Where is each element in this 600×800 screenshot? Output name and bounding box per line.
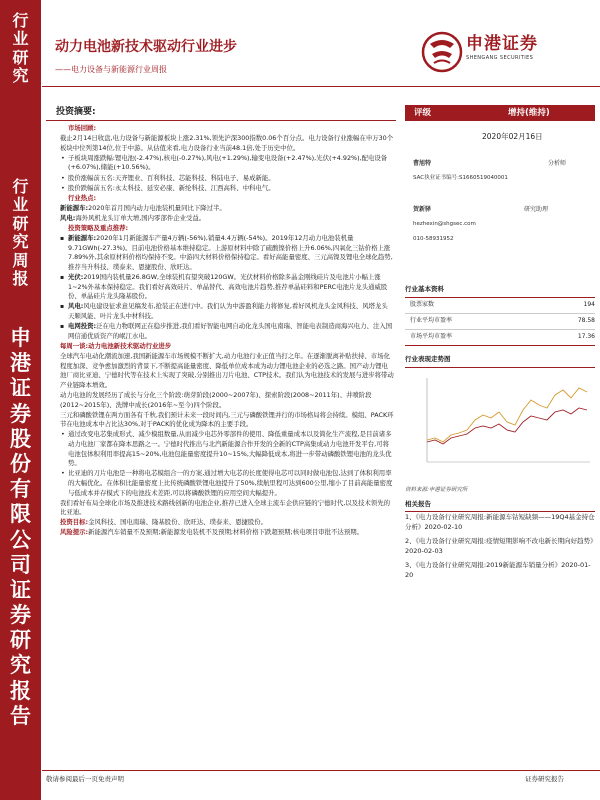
sidebar-label-industry-research <box>0 12 41 86</box>
footer-divider <box>42 770 600 771</box>
strategy-heading: 投资策略及重点推荐: <box>68 224 129 233</box>
list-item: 1、《电力设备行业研究周报:新能源车钴短缺频——19Q4基金持仓分析》2020-02-10 <box>405 513 595 532</box>
sidebar-label-company <box>0 325 41 728</box>
list-item: • 比亚迪的刀片电池是一种将电芯模组合一的方案,通过增大电芯的长度使得电芯可以同时做电池包,达到了体积利用率的大幅优化。在体积比能量密度上比传统磷酸铁锂电池提升了50%,续航里程可达到600公里,缩小了目前高能量密度与低成本并存模式下的电池技术差距,可以将磷酸铁锂的应用空间大幅提升。 <box>60 469 394 498</box>
report-title: 动力电池新技术驱动行业进步 <box>55 39 237 55</box>
footer-disclaimer: 敬请参阅最后一页免责声明 <box>46 775 124 783</box>
sidebar-char: 证 <box>10 375 31 401</box>
analyst-name: 贺新驿 <box>413 206 432 213</box>
strategy-pv: ▪ 光伏:2019国内装机量26.8GW,全球装机有望突破120GW。光伏材料价格除多晶金刚线硅片及电池片小幅上涨1~2%外基本保持稳定。我们看好高效硅片、单晶替代、高效电池片趋势,推荐单晶硅料和PERC电池片龙头通威股份、单晶硅片龙头隆基股份。 <box>60 273 394 302</box>
list-item: 2、《电力设备行业研究周报:疫情短期影响不改电新长期向好趋势》2020-02-03 <box>405 536 594 556</box>
sidebar-char: 司 <box>10 551 31 577</box>
sidebar-char: 限 <box>10 501 31 527</box>
market-review-heading: 市场回顾: <box>68 124 97 132</box>
sidebar-char: 证 <box>10 576 31 602</box>
analyst-name: 曹旭特 <box>413 160 432 167</box>
strategy-nev: ▪ 新能源车:2020年1月新能源车产量4万辆(-56%),销量4.4万辆(-54%)。2019年12月动力电池装机量9.71GWh(-27.3%)。目前电池价格基本维持稳定。上游原材料中除了硫酸镍价格上升6.06%,四氧化三钴价格上涨7.89%外,其余原材料价格均保持不变。中游四大材料价格保持稳定。看好高能量密度、三元高镍及锂电全球化趋势,推荐当升科技、璞泰来、恩捷股份、欣旺达。 <box>60 234 394 272</box>
table-row: 市场平均市盈率 17.36 <box>410 333 595 340</box>
row-divider <box>405 329 595 330</box>
sidebar-char: 申 <box>10 325 31 350</box>
footer-label: 证券研究报告 <box>525 775 564 783</box>
analyst-phone: 010-58931952 <box>413 236 454 242</box>
logo-text: 申港证券 <box>466 34 538 54</box>
weekly-paragraph: 我们看好布局全球化市场及推进技术路线创新的电池企业,推荐已进入全球主流车企供应链的宁德时代,以及技术领先的比亚迪。 <box>60 498 390 517</box>
table-row: 股票家数 194 <box>410 301 595 308</box>
logo-subtext: SHENGANG SECURITIES <box>466 55 534 61</box>
sidebar-char: 研 <box>12 47 29 67</box>
analyst-email: hezhexin@shgsec.com <box>413 221 476 227</box>
abstract-heading: 投资摘要: <box>56 107 96 117</box>
table-row: 行业平均市盈率 78.58 <box>410 317 595 324</box>
market-review-text: 截止2月14日收盘,电力设备与新能源板块上涨2.31%,领先沪深300指数0.06个百分点。电力设备行业涨幅在申万30个板块中位列第14位,位于中游。从估值来看,电力设备行业当前48.1倍,处于历史中位。 <box>60 134 394 152</box>
sidebar-char: 研 <box>12 213 29 233</box>
sidebar-char: 有 <box>10 476 31 502</box>
risk-warning: 风险提示:新能源汽车销量不及预期;新能源发电装机不及预期;材料价格下跌超预期;核电项目审批不达预期。 <box>60 528 363 537</box>
sidebar-char: 究 <box>12 232 29 252</box>
related-reports-list <box>405 512 595 583</box>
hot-topics-heading: 行业热点: <box>68 193 97 202</box>
sidebar-char: 究 <box>10 652 31 678</box>
analyst-role: 分析师 <box>548 160 567 167</box>
hot-topic-wind: 风电:海外风机龙头订单大增,国内零部件企业受益。 <box>60 213 206 222</box>
strategy-grid: ▪ 电网投资:泛在电力物联网正在稳步推进,我们看好智能电网自动化龙头国电南瑞、智能电表制造商海兴电力、注入国网信通优质资产的岷江水电。 <box>60 322 394 341</box>
list-item: • 通过改变电芯集成形式、减少模组数量,从而减少电芯外零部件的使用、降低重量成本以及简化生产流程,是目前诸多动力电池厂家都在降本思路之一。宁德时代推出与北汽新能源合作开发的全新的CTP高集成动力电池开发平台,可将电池包体积利用率提高15~20%,电池包能量密度提升10~15%,大幅降低成本,将进一步带动磷酸铁锂电池的龙头优势。 <box>60 430 394 468</box>
rating-banner <box>405 105 595 121</box>
sidebar-char: 究 <box>12 66 29 86</box>
related-reports-heading: 相关报告 <box>405 500 431 508</box>
sidebar-char: 业 <box>12 29 29 49</box>
info-divider <box>405 345 595 346</box>
strategy-wind: ▪ 风电:风电建设征求意见稿发布,抢装正在进行中。我们认为中游盈利能力将修复,看好风机龙头金风科技、风塔龙头天顺风能、叶片龙头中材科技。 <box>60 302 394 321</box>
industry-performance-chart <box>405 370 595 480</box>
sidebar-char: 行 <box>12 177 29 196</box>
sidebar-char: 份 <box>10 450 31 476</box>
abstract-divider <box>46 120 396 121</box>
weekly-paragraph: 三元和磷酸铁锂在两方面各有千秋,我们预计未来一段时间内,三元与磷酸铁锂并行的市场格局将会持续。模组、PACK环节在电池成本中占比达30%,对于PACK的优化成为降本的主要手段。 <box>60 410 394 429</box>
chart-source: 资料来源:申港证券研究所 <box>405 487 468 493</box>
sidebar-char: 行 <box>12 11 29 30</box>
sidebar-char: 业 <box>12 195 29 215</box>
industry-info-heading: 行业基本资料 <box>405 285 444 293</box>
chart-divider <box>405 367 595 368</box>
sidebar-label-weekly <box>0 178 41 288</box>
list-item: 3、《电力设备行业研究周报:2019新能源车销量分析》2020-01-20 <box>405 560 591 579</box>
hot-topic-nev: 新能源车:2020年首月国内动力电池装机量同比下降过半。 <box>60 203 226 212</box>
list-item: • 股价涨幅前五名:天齐锂业、百利科技、芯能科技、科陆电子、易成新能。 <box>60 174 394 184</box>
sidebar-char: 港 <box>10 350 31 376</box>
sidebar-char: 券 <box>10 400 31 426</box>
sidebar-char: 券 <box>10 602 31 628</box>
list-item: • 子板块周涨跌幅:锂电池(-2.47%),核电(-0.27%),风电(+1.29%),输变电设备(+2.47%),光伏(+4.92%),配电设备(+6.07%),储能(+10.56%)。 <box>60 154 394 173</box>
sidebar-char: 告 <box>10 702 31 728</box>
sidebar-char: 报 <box>10 677 31 703</box>
report-date: 2020年02月16日 <box>482 132 543 141</box>
main-content <box>60 124 394 539</box>
sidebar-char: 公 <box>10 526 31 552</box>
row-divider <box>405 313 595 314</box>
weekly-heading: 每周一谈:动力电池新技术驱动行业进步 <box>60 341 172 350</box>
rating-label: 评级 <box>414 108 432 118</box>
investment-targets: 投资目标:金风科技、国电南瑞、隆基股份、欣旺达、璞泰来、恩捷股份。 <box>60 518 268 527</box>
sidebar-char: 研 <box>10 627 31 653</box>
weekly-paragraph: 动力电池的发展经历了成长与分化三个阶段:萌芽阶段(2000~2007年)、探索阶段(2008~2011年)、井喷阶段(2012~2015年)、洗牌中成长(2016年~至今)四个阶段。 <box>60 390 372 409</box>
analyst-role: 研究助理 <box>524 206 549 213</box>
weekly-paragraph: 全球汽车电动化潮流加速,我国新能源车市场规模不断扩大,动力电池行业正值当打之年。在逐渐脱离补贴扶持、市场化程度加深、竞争愈加激烈的背景下,不断提高能量密度、降低单位成本成为动力锂电池企业的必选之路。国产动力锂电池厂商比亚迪、宁德时代等在技术上实现了突破,分别推出刀片电池、CTP技术。我们认为电池技术的发展与进步将带动产业链降本增效。 <box>60 352 394 389</box>
rating-value: 增持(维持) <box>508 108 550 118</box>
analyst-cert: SAC执业证书编号:S1660519040001 <box>413 175 508 181</box>
sidebar-char: 股 <box>10 425 31 451</box>
chart-heading: 行业表现走势图 <box>405 355 451 363</box>
sidebar-char: 周 <box>12 250 29 270</box>
header-divider <box>42 86 600 87</box>
info-divider <box>405 297 595 298</box>
report-subtitle: ——电力设备与新能源行业周报 <box>55 65 167 74</box>
list-item: • 股价跌幅前五名:永太科技、延安必康、新纶科技、江西高科、中科电气。 <box>60 184 394 194</box>
sidebar-char: 报 <box>12 268 29 288</box>
